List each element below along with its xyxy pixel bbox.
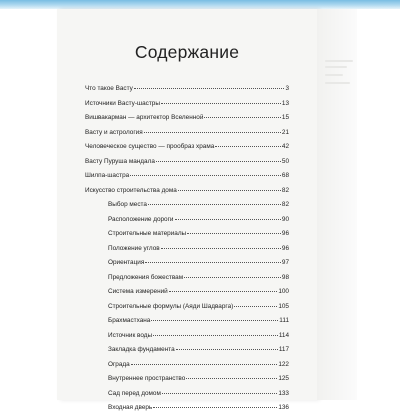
toc-entry xyxy=(85,213,289,228)
toc-entry xyxy=(85,343,289,358)
toc-entry xyxy=(85,285,289,300)
toc-entry-title: Входная дверь xyxy=(108,404,153,411)
toc-entry-title: Васту и астрология xyxy=(85,128,143,136)
toc-entry-title: Внутреннее пространство xyxy=(108,375,186,382)
toc-dot-leader xyxy=(153,335,278,336)
toc-entry xyxy=(85,256,289,271)
toc-entry-title: Расположение дороги xyxy=(108,215,174,223)
toc-dot-leader xyxy=(187,233,281,234)
toc-entry xyxy=(85,198,289,213)
toc-entry-page-number: 111 xyxy=(279,317,289,324)
toc-entry xyxy=(85,271,289,286)
toc-entry-page-number: 42 xyxy=(281,143,289,150)
toc-entry-title: Васту Пуруша мандала xyxy=(85,157,155,165)
toc-entry-title: Ограда xyxy=(108,360,130,368)
toc-dot-leader xyxy=(186,378,277,379)
toc-entry xyxy=(85,401,289,416)
toc-dot-leader xyxy=(178,190,281,191)
toc-entry-page-number: 50 xyxy=(281,157,289,165)
toc-entry-page-number: 117 xyxy=(278,346,289,353)
toc-entry-title: Закладка фундамента xyxy=(108,346,175,353)
toc-entry xyxy=(85,227,289,242)
toc-entry-title: Сад перед домом xyxy=(108,389,161,397)
toc-entry-page-number: 90 xyxy=(281,215,289,223)
toc-dot-leader xyxy=(153,407,277,408)
toc-dot-leader xyxy=(130,175,281,176)
toc-dot-leader xyxy=(131,364,278,365)
toc-dot-leader xyxy=(161,103,281,104)
toc-dot-leader xyxy=(234,306,277,307)
toc-entry xyxy=(85,111,289,126)
toc-dot-leader xyxy=(148,204,281,205)
toc-dot-leader xyxy=(156,161,281,162)
toc-entry xyxy=(85,242,289,257)
toc-dot-leader xyxy=(161,248,281,249)
toc-entry-title: Брахмастхана xyxy=(108,317,151,324)
toc-entry-page-number: 136 xyxy=(278,404,289,411)
toc-dot-leader xyxy=(144,132,281,133)
toc-entry-page-number: 68 xyxy=(281,172,289,179)
toc-entry-title: Источники Васту-шастры xyxy=(85,99,160,107)
toc-entry xyxy=(85,169,289,184)
toc-dot-leader xyxy=(204,117,281,118)
toc-entry xyxy=(85,358,289,373)
toc-entry xyxy=(85,140,289,155)
toc-entry-page-number: 96 xyxy=(281,230,289,237)
toc-entry-page-number: 15 xyxy=(281,114,289,121)
toc-entry-title: Вишвакарман — архитектор Вселенной xyxy=(85,114,204,121)
toc-dot-leader xyxy=(169,291,278,292)
toc-entry-page-number: 98 xyxy=(281,273,289,281)
toc-entry-page-number: 82 xyxy=(281,201,289,208)
faint-show-through-line xyxy=(325,82,350,84)
faint-show-through-line xyxy=(325,66,347,68)
toc-entry-title: Предложения божествам xyxy=(108,273,184,281)
toc-entry-title: Шилпа-шастра xyxy=(85,172,130,179)
top-background-band xyxy=(0,0,400,9)
toc-entry xyxy=(85,300,289,315)
toc-entry-title: Система измерений xyxy=(108,288,168,295)
toc-dot-leader xyxy=(184,277,281,278)
toc-dot-leader xyxy=(176,349,278,350)
faint-show-through-line xyxy=(325,60,353,62)
toc-entry-title: Источник воды xyxy=(108,331,153,339)
toc-entry-page-number: 114 xyxy=(278,331,289,339)
toc-entry-page-number: 125 xyxy=(278,375,289,382)
toc-entry-page-number: 21 xyxy=(281,128,289,136)
toc-entry-page-number: 133 xyxy=(278,389,289,397)
page-title: Содержание xyxy=(134,42,240,62)
table-of-contents xyxy=(85,82,289,416)
toc-entry-title: Выбор места xyxy=(108,201,147,208)
toc-entry xyxy=(85,329,289,344)
toc-dot-leader xyxy=(215,146,281,147)
faint-show-through-line xyxy=(325,74,343,76)
toc-entry xyxy=(85,97,289,112)
toc-entry-page-number: 100 xyxy=(278,288,289,295)
toc-entry-page-number: 3 xyxy=(285,85,289,92)
toc-entry xyxy=(85,155,289,170)
toc-entry-title: Человеческое существо — прообраз храма xyxy=(85,143,215,150)
toc-entry xyxy=(85,184,289,199)
toc-entry-title: Что такое Васту xyxy=(85,85,133,92)
toc-entry-page-number: 13 xyxy=(281,99,289,107)
toc-entry xyxy=(85,314,289,329)
toc-dot-leader xyxy=(175,219,281,220)
toc-entry-title: Строительные формулы (Аяди Шадварга) xyxy=(108,302,234,310)
toc-entry-page-number: 82 xyxy=(281,186,289,194)
toc-entry xyxy=(85,82,289,97)
toc-dot-leader xyxy=(134,88,285,89)
toc-dot-leader xyxy=(151,320,278,321)
toc-entry-title: Искусство строительства дома xyxy=(85,186,177,194)
toc-entry xyxy=(85,126,289,141)
toc-entry-title: Строительные материалы xyxy=(108,230,187,237)
toc-entry xyxy=(85,372,289,387)
toc-dot-leader xyxy=(162,393,277,394)
toc-dot-leader xyxy=(145,262,281,263)
toc-entry-page-number: 105 xyxy=(278,302,289,310)
toc-entry-page-number: 97 xyxy=(281,259,289,266)
toc-entry-title: Ориентация xyxy=(108,259,145,266)
toc-entry-page-number: 122 xyxy=(278,360,289,368)
toc-entry xyxy=(85,387,289,402)
toc-entry-title: Положение углов xyxy=(108,244,160,252)
toc-entry-page-number: 96 xyxy=(281,244,289,252)
